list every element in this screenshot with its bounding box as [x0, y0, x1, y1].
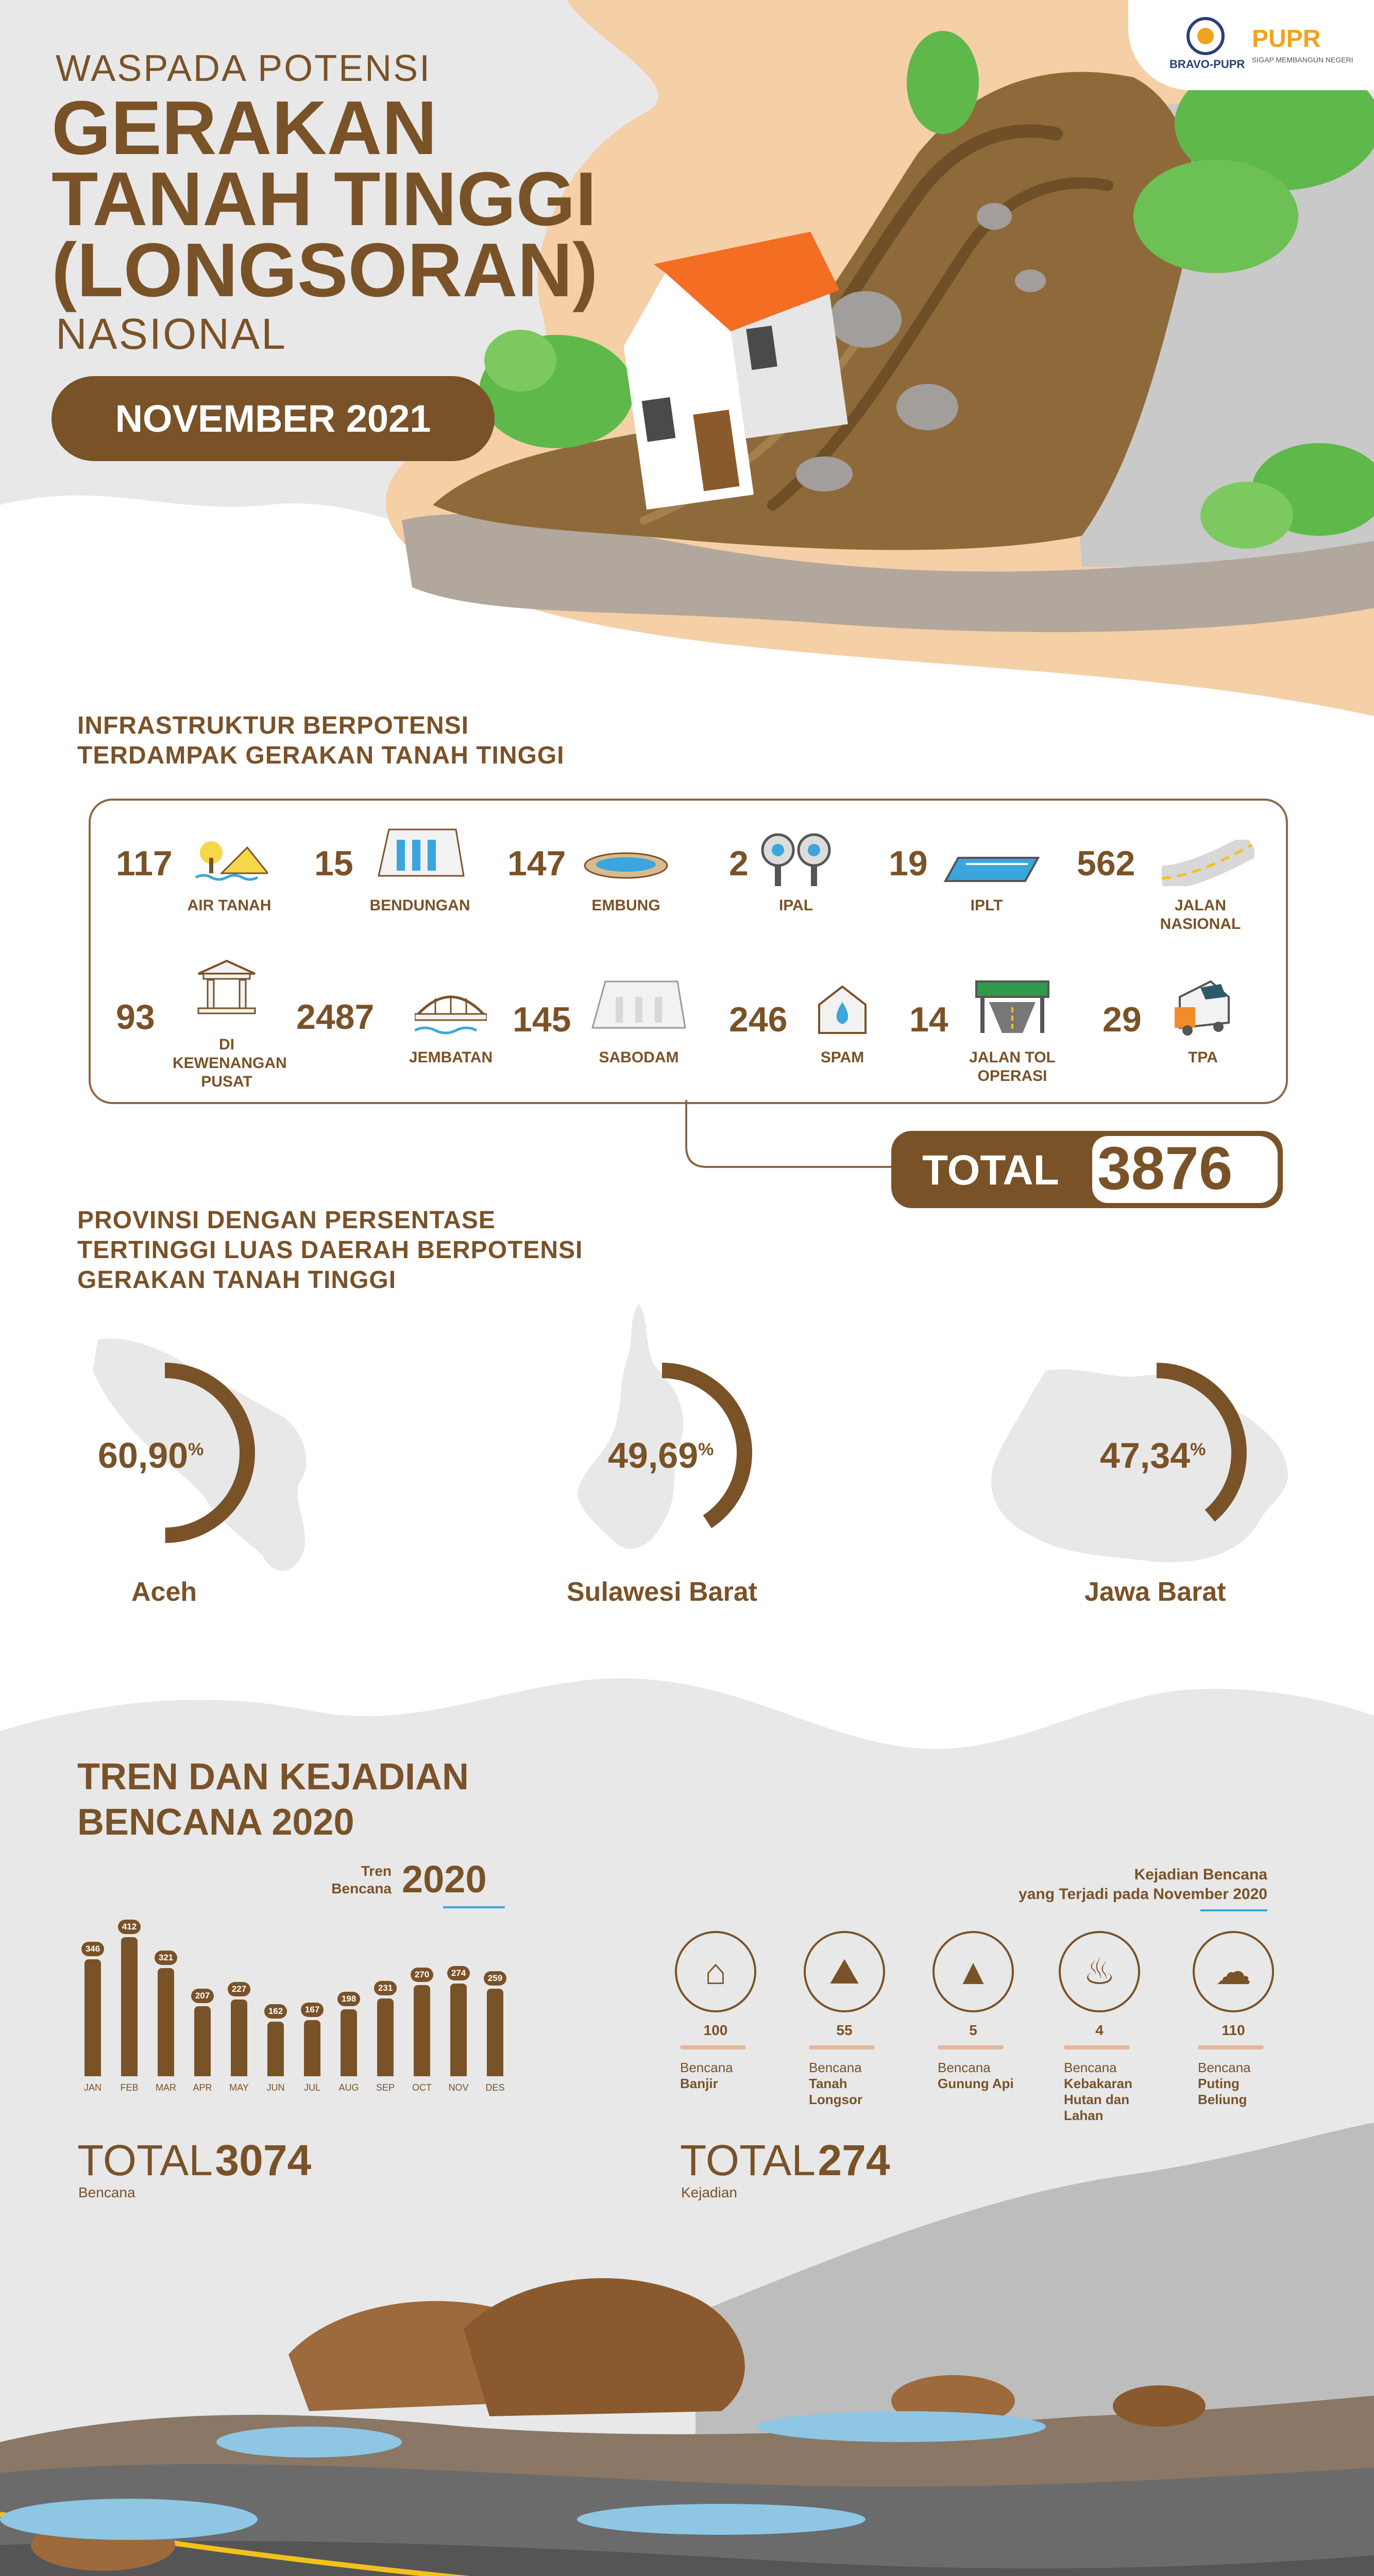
dam-icon	[374, 824, 466, 881]
pupr-logo-text: PUPR	[1252, 25, 1321, 53]
chart-bar	[341, 2009, 357, 2076]
title-line-2: TANAH TINGGI	[52, 157, 597, 242]
infra-label: AIR TANAH	[187, 897, 272, 914]
chart-month-label: JUN	[266, 2082, 285, 2093]
province-name-aceh: Aceh	[131, 1577, 197, 1607]
infra-label: JALAN TOL OPERASI	[969, 1049, 1056, 1084]
chart-month-label: JUL	[303, 2082, 320, 2093]
trend-title	[77, 1754, 469, 1845]
chart-bar-value-label: 207	[191, 1989, 214, 2003]
title-line-1: GERAKAN	[52, 86, 437, 171]
tornado-icon: ☁	[1193, 1931, 1274, 2012]
water-drop-icon	[814, 984, 871, 1036]
infra-item-jalan-tol	[909, 979, 1074, 1092]
chart-year: 2020	[402, 1858, 487, 1901]
chart-bar-value-label: 412	[118, 1920, 141, 1934]
chart-bar	[231, 1999, 247, 2076]
infra-label: BENDUNGAN	[369, 897, 470, 914]
chart-bar-value-label: 321	[155, 1951, 177, 1965]
infra-value: 29	[1102, 1000, 1142, 1039]
trend-total-value: 3074	[215, 2136, 312, 2184]
header-kicker: WASPADA POTENSI	[56, 48, 432, 89]
infra-heading	[77, 711, 565, 771]
chart-bar-value-label: 162	[264, 2004, 287, 2019]
road-icon	[1162, 840, 1254, 886]
pond-icon	[582, 850, 670, 881]
chart-bar-value-label: 167	[301, 2003, 324, 2017]
forest-fire-icon: ♨	[1059, 1931, 1140, 2012]
infra-total-value: 3876	[1097, 1134, 1233, 1202]
trend-title-line-2: BENCANA 2020	[77, 1802, 354, 1843]
infra-item-embung	[507, 837, 683, 914]
trend-total-word: TOTAL	[77, 2136, 213, 2184]
infra-value: 93	[116, 997, 155, 1037]
chart-bar	[304, 2020, 320, 2076]
chart-bar-value-label: 259	[484, 1971, 506, 1986]
logo-area	[1128, 0, 1374, 90]
province-heading-line-2: TERTINGGI LUAS DAERAH BERPOTENSI	[77, 1236, 583, 1264]
event-count: 110	[1222, 2022, 1245, 2038]
event-label: Bencana Tanah Longsor	[809, 2060, 862, 2107]
infra-value: 2	[729, 844, 749, 883]
chart-month-label: APR	[193, 2082, 212, 2093]
event-count: 55	[836, 2022, 853, 2038]
infra-value: 145	[513, 1000, 571, 1039]
province-value-text: 49,69	[608, 1435, 699, 1476]
chart-caption-line-1: Tren	[361, 1863, 392, 1879]
chart-month-label: JAN	[83, 2082, 101, 2093]
title-line-3: (LONGSORAN)	[52, 228, 598, 313]
infra-item-sabodam	[513, 976, 698, 1066]
chart-month-label: SEP	[376, 2082, 395, 2093]
chart-month-label: MAY	[229, 2082, 249, 2093]
event-count: 5	[969, 2022, 977, 2038]
sabo-dam-icon	[590, 976, 688, 1033]
province-value-aceh	[98, 1435, 203, 1476]
total-connector	[685, 1100, 896, 1172]
trend-total	[77, 2136, 311, 2185]
month-badge: NOVEMBER 2021	[52, 376, 495, 461]
infra-value: 117	[116, 844, 173, 883]
chart-caption-line-2: Bencana	[331, 1880, 392, 1896]
chart-month-label: OCT	[412, 2082, 432, 2093]
header-title	[52, 86, 598, 313]
province-value-sulbar	[608, 1435, 714, 1476]
infra-value: 14	[909, 1000, 948, 1039]
infra-value: 562	[1077, 844, 1135, 883]
infra-item-ipal	[729, 829, 863, 912]
events-total	[680, 2136, 890, 2185]
events-caption-line-1: Kejadian Bencana	[1134, 1866, 1267, 1883]
event-label: Bencana Kebakaran Hutan dan Lahan	[1064, 2060, 1132, 2123]
trend-title-line-1: TREN DAN KEJADIAN	[77, 1756, 469, 1798]
chart-bar-value-label: 231	[374, 1981, 397, 1995]
infra-value: 15	[314, 844, 353, 883]
province-name-jabar: Jawa Barat	[1084, 1577, 1226, 1607]
events-total-value: 274	[818, 2136, 890, 2184]
infra-label: TPA	[1188, 1049, 1218, 1066]
event-divider	[809, 2045, 875, 2049]
chart-bar	[487, 1989, 503, 2076]
events-caption	[876, 1865, 1267, 1904]
chart-bar	[450, 1984, 467, 2076]
infra-item-iplt	[889, 837, 1043, 914]
chart-month-label: FEB	[120, 2082, 139, 2093]
trend-bar-chart	[77, 1906, 520, 2112]
infra-label: JEMBATAN	[409, 1049, 493, 1066]
infra-label: DI KEWENANGAN PUSAT	[173, 1036, 287, 1090]
infra-item-air-tanah	[116, 837, 301, 914]
percent-symbol: %	[698, 1439, 714, 1460]
infra-item-di-kewenangan	[116, 958, 312, 1092]
groundwater-icon	[191, 837, 268, 884]
events-total-sub: Kejadian	[681, 2184, 737, 2200]
bravo-logo-icon	[1185, 15, 1226, 57]
chart-bar	[377, 1998, 394, 2076]
infra-label: EMBUNG	[591, 897, 660, 914]
header-sub: NASIONAL	[56, 310, 287, 358]
province-heading-line-1: PROVINSI DENGAN PERSENTASE	[77, 1207, 496, 1234]
chart-bar-value-label: 198	[337, 1992, 360, 2006]
infra-label: JALAN NASIONAL	[1160, 897, 1241, 933]
infra-item-jalan-nasional	[1077, 837, 1262, 935]
infra-label: SABODAM	[599, 1049, 679, 1066]
infra-total-label: TOTAL	[922, 1147, 1059, 1194]
monument-icon	[193, 958, 260, 1015]
event-label: Bencana Gunung Api	[938, 2060, 1014, 2091]
infra-value: 246	[729, 1000, 788, 1039]
province-value-jabar	[1100, 1435, 1206, 1476]
infra-item-jembatan	[296, 979, 493, 1066]
event-divider	[938, 2045, 1004, 2049]
province-value-text: 60,90	[98, 1435, 189, 1476]
infra-value: 19	[889, 844, 928, 883]
infra-heading-line-1: INFRASTRUKTUR BERPOTENSI	[77, 712, 469, 739]
infra-value: 147	[507, 844, 566, 883]
chart-bar	[267, 2022, 284, 2076]
chart-caption	[309, 1862, 392, 1897]
province-value-text: 47,34	[1100, 1435, 1191, 1476]
event-count: 100	[703, 2022, 728, 2038]
chart-bar-value-label: 270	[411, 1968, 433, 1982]
chart-bar	[121, 1937, 138, 2076]
infra-label: SPAM	[820, 1049, 864, 1066]
chart-month-label: DES	[485, 2082, 505, 2093]
events-total-word: TOTAL	[680, 2136, 816, 2184]
events-caption-underline	[1200, 1909, 1267, 1911]
trend-total-sub: Bencana	[78, 2184, 135, 2200]
chart-month-label: MAR	[156, 2082, 176, 2093]
percent-symbol: %	[188, 1439, 204, 1460]
province-heading-line-3: GERAKAN TANAH TINGGI	[77, 1266, 397, 1294]
province-heading	[77, 1206, 583, 1295]
infra-label: IPLT	[970, 897, 1003, 914]
percent-symbol: %	[1190, 1439, 1206, 1460]
chart-month-label: AUG	[338, 2082, 359, 2093]
wastewater-plant-icon	[757, 829, 835, 886]
bridge-icon	[415, 984, 487, 1036]
event-divider	[680, 2045, 746, 2049]
chart-bar	[414, 1985, 430, 2076]
chart-bar-value-label: 274	[447, 1966, 470, 1980]
pupr-tagline: SIGAP MEMBANGUN NEGERI	[1252, 56, 1353, 64]
infra-value: 2487	[296, 997, 375, 1037]
chart-bar	[84, 1959, 101, 2076]
chart-bar	[158, 1968, 174, 2076]
bravo-logo-text: BRAVO-PUPR	[1169, 58, 1245, 71]
volcano-icon: ▲	[932, 1931, 1014, 2012]
toll-road-icon	[966, 979, 1059, 1036]
infra-heading-line-2: TERDAMPAK GERAKAN TANAH TINGGI	[77, 742, 565, 769]
event-count: 4	[1095, 2022, 1104, 2038]
sludge-plant-icon	[943, 853, 1041, 884]
event-label: Bencana Banjir	[680, 2060, 733, 2091]
flood-house-icon: ⌂	[675, 1931, 756, 2012]
province-name-sulbar: Sulawesi Barat	[567, 1577, 757, 1607]
event-label: Bencana Puting Beliung	[1198, 2060, 1251, 2107]
event-divider	[1198, 2045, 1264, 2049]
chart-month-label: NOV	[448, 2082, 469, 2093]
events-caption-line-2: yang Terjadi pada November 2020	[1019, 1886, 1267, 1903]
chart-bar-value-label: 227	[228, 1982, 250, 1996]
infra-label: IPAL	[778, 897, 813, 914]
event-divider	[1064, 2045, 1130, 2049]
chart-bar-value-label: 346	[81, 1942, 104, 1956]
infra-item-tpa	[1102, 976, 1257, 1064]
garbage-truck-icon	[1169, 976, 1236, 1038]
infra-item-spam	[729, 984, 884, 1066]
infra-item-bendungan	[314, 824, 479, 912]
chart-bar	[194, 2006, 211, 2076]
landslide-icon: ⛰	[804, 1931, 885, 2012]
